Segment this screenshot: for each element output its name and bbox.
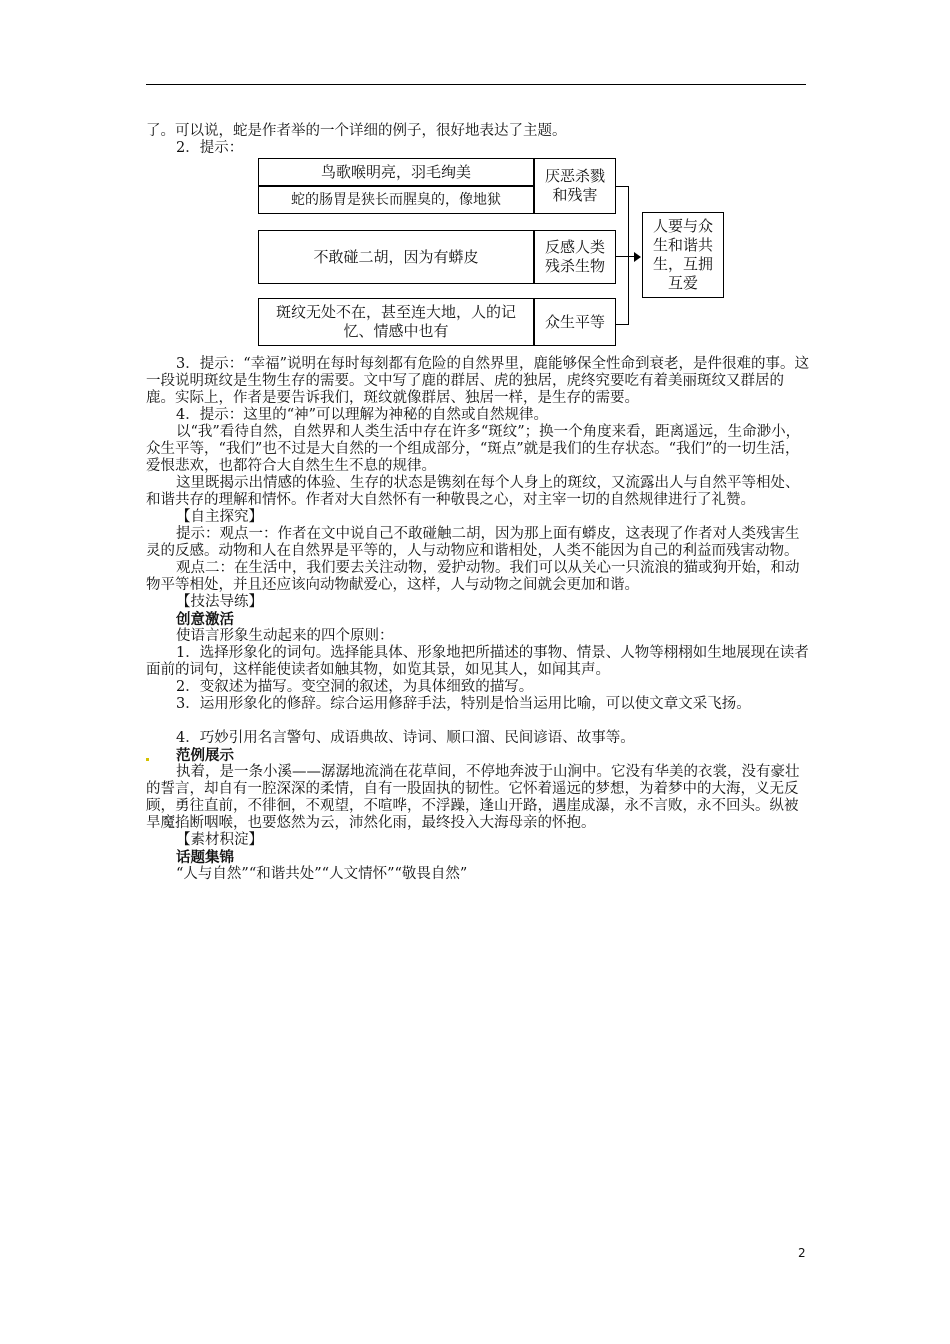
paragraph-10: 1．选择形象化的词句。选择能具体、形象地把所描述的事物、情景、人物等栩栩如生地展现在读者面前的词句，这样能使读者如触其物，如览其景，如见其人，如闻其声。 (146, 645, 809, 678)
intro-line: 了。可以说，蛇是作者举的一个详细的例子，很好地表达了主题。 (146, 123, 567, 139)
concept-diagram (258, 158, 738, 358)
paragraph-7: 提示：观点一：作者在文中说自己不敢碰触二胡，因为那上面有蟒皮，这表现了作者对人类残害生灵的反感。动物和人在自然界是平等的，人与动物应和谐相处，人类不能因为自己的利益而残害动物。 (146, 526, 800, 559)
heading-zizhu: 【自主探究】 (176, 509, 263, 525)
paragraph-12: 3．运用形象化的修辞。综合运用修辞手法，特别是恰当运用比喻，可以使文章文采飞扬。 (176, 696, 751, 712)
paragraph-11: 2．变叙述为描写。变空洞的叙述，为具体细致的描写。 (176, 679, 534, 695)
heading-sucai: 【素材积淀】 (176, 832, 263, 848)
heading-huati: 话题集锦 (176, 849, 234, 866)
page-number: 2 (798, 1246, 806, 1260)
paragraph-3: 3．提示：“幸福”说明在每时每刻都有危险的自然界里，鹿能够保全性命到衰老，是件很难的事。这一段说明斑纹是生物生存的需要。文中写了鹿的群居、虎的独居，虎终究要吃有着美丽斑纹又群居的鹿。实际上，作者是要告诉我们，斑纹就像群居、独居一样，是生存的需要。 (146, 356, 810, 406)
yellow-mark (146, 758, 149, 761)
paragraph-13: 4．巧妙引用名言警句、成语典故、诗词、顺口溜、民间谚语、故事等。 (176, 730, 635, 746)
paragraph-9: 使语言形象生动起来的四个原则： (176, 628, 394, 644)
heading-chuangyi: 创意激活 (176, 611, 234, 628)
connector-arrow-line (616, 256, 636, 257)
diagram-label3: 众生平等 (534, 298, 616, 346)
text-block-main (146, 356, 810, 883)
hint-2: 2．提示： (176, 140, 244, 156)
paragraph-15: “人与自然”“和谐共处”“人文情怀”“敬畏自然” (176, 866, 468, 882)
paragraph-4: 4．提示：这里的“神”可以理解为神秘的自然或自然规律。 (176, 407, 549, 423)
heading-fanli: 范例展示 (176, 747, 234, 764)
diagram-label2: 反感人类残杀生物 (534, 230, 616, 284)
diagram-row1b: 蛇的肠胃是狭长而腥臭的，像地狱 (258, 186, 534, 214)
heading-jifa: 【技法导练】 (176, 594, 263, 610)
connector-1 (616, 186, 628, 187)
diagram-result: 人要与众生和谐共生，互拥互爱 (642, 212, 724, 298)
text-block-top (146, 123, 810, 157)
paragraph-6: 这里既揭示出情感的体验、生存的状态是镌刻在每个人身上的斑纹，又流露出人与自然平等相处、和谐共存的理解和情怀。作者对大自然怀有一种敬畏之心，对主宰一切的自然规律进行了礼赞。 (146, 475, 800, 508)
diagram-row2: 不敢碰二胡，因为有蟒皮 (258, 230, 534, 284)
diagram-row3: 斑纹无处不在，甚至连大地，人的记忆、情感中也有 (258, 298, 534, 346)
diagram-label1: 厌恶杀戮和残害 (534, 158, 616, 214)
arrow-head-icon (634, 252, 641, 262)
paragraph-5: 以“我”看待自然，自然界和人类生活中存在许多“斑纹”；换一个角度来看，距离遥远，生命渺小，众生平等，“我们”也不过是大自然的一个组成部分，“斑点”就是我们的生存状态。“我们”的一切生活，爱恨悲欢，也都符合大自然生生不息的规律。 (146, 424, 801, 474)
paragraph-8: 观点二：在生活中，我们要去关注动物，爱护动物。我们可以从关心一只流浪的猫或狗开始，和动物平等相处，并且还应该向动物献爱心，这样，人与动物之间就会更加和谐。 (146, 560, 800, 593)
connector-3 (616, 324, 628, 325)
header-rule (146, 84, 806, 85)
diagram-row1a: 鸟歌喉明亮，羽毛绚美 (258, 158, 534, 186)
paragraph-14: 执着，是一条小溪——潺潺地流淌在花草间，不停地奔波于山涧中。它没有华美的衣裳，没有豪壮的誓言，却自有一腔深深的柔情，自有一股固执的韧性。它怀着遥远的梦想，为着梦中的大海，义无反顾，勇往直前，不徘徊，不观望，不喧哗，不浮躁，逢山开路，遇崖成瀑，永不言败，永不回头。纵被旱魔掐断咽喉，也要悠然为云，沛然化雨，最终投入大海母亲的怀抱。 (146, 764, 800, 831)
